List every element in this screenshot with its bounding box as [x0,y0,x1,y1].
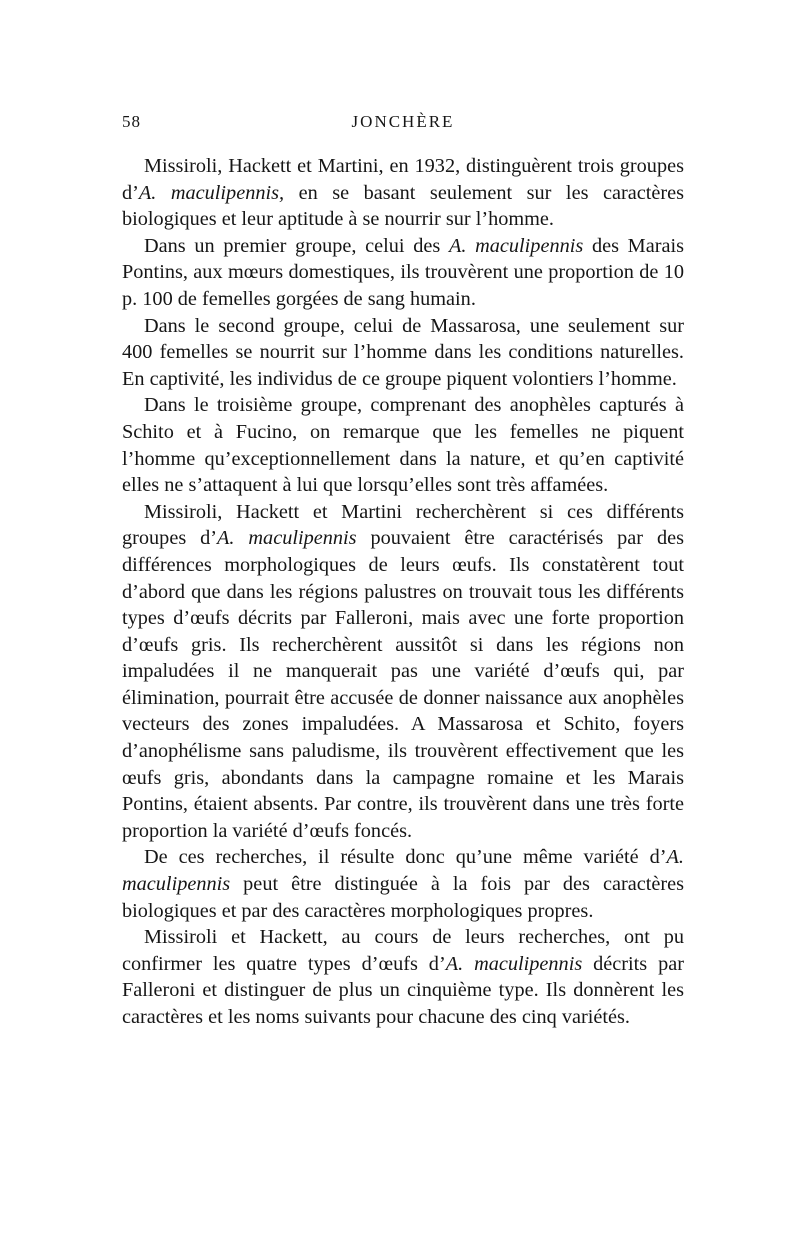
running-title: JONCHÈRE [351,112,455,131]
paragraph [122,924,684,1030]
paragraph [122,844,684,924]
text-run: De ces recherches, il résulte donc qu’une même variété d’ [144,846,667,869]
paragraph [122,392,684,498]
running-head [122,112,684,140]
text-run: Dans un premier groupe, celui des [144,234,449,257]
page-number: 58 [122,112,141,131]
text-run: pouvaient être caractérisés par des différences morphologiques de leurs œufs. Ils constatèrent tout d’abord que dans les régions palustres on trouvait tous les différents types d’œufs décrits par Falleroni, mais avec une forte proportion d’œufs gris. Ils recherchèrent aussitôt si dans les régions non impaludées il ne manquerait pas une variété d’œufs qui, par élimination, pourrait être accusée de donner naissance aux anophèles vecteurs des zones impaludées. A Massarosa et Schito, foyers d’anophélisme sans paludisme, ils trouvèrent effectivement que les œufs gris, abondants dans la campagne romaine et les Marais Pontins, étaient absents. Par contre, ils trouvèrent dans une très forte proportion la variété d’œufs foncés. [122,527,684,842]
species-name: A. maculipennis, [138,181,285,204]
text-run: décrits par Falleroni et distinguer de plus un cinquième type. Ils donnèrent les caractères et les noms suivants pour chacune des cinq variétés. [122,952,684,1028]
species-name: A. maculipennis [217,527,357,550]
text-run: en se basant seulement sur les caractères biologiques et leur aptitude à se nourrir sur l’homme. [122,181,685,231]
species-name: A. maculipennis [448,234,584,257]
species-name: A. maculipennis [445,952,583,975]
paragraph [122,153,684,233]
paragraph [122,313,684,393]
species-name: A. maculipennis [122,846,684,896]
text-run: Dans le troisième groupe, comprenant des anophèles capturés à Schito et à Fucino, on remarque que les femelles ne piquent l’homme qu’exceptionnellement dans la nature, et qu’en captivité elles ne s’attaquent à lui que lorsqu’elles sont très affamées. [122,394,684,497]
paragraph [122,233,684,313]
text-run: Dans le second groupe, celui de Massarosa, une seulement sur 400 femelles se nourrit sur l’homme dans les conditions naturelles. En captivité, les individus de ce groupe piquent volontiers l’homme. [122,314,684,390]
paragraph [122,499,684,845]
text-run: Missiroli, Hackett et Martini, en 1932, distinguèrent trois groupes d’ [122,155,684,204]
text-run: peut être distinguée à la fois par des caractères biologiques et par des caractères morphologiques propres. [122,873,684,922]
body-text [122,153,684,1031]
book-page [122,112,684,1031]
text-run: Missiroli, Hackett et Martini recherchèrent si ces différents groupes d’ [122,500,684,550]
text-run: des Marais Pontins, aux mœurs domestiques, ils trouvèrent une proportion de 10 p. 100 de femelles gorgées de sang humain. [122,234,684,310]
text-run: Missiroli et Hackett, au cours de leurs recherches, ont pu confirmer les quatre types d’œufs d’ [122,926,684,975]
